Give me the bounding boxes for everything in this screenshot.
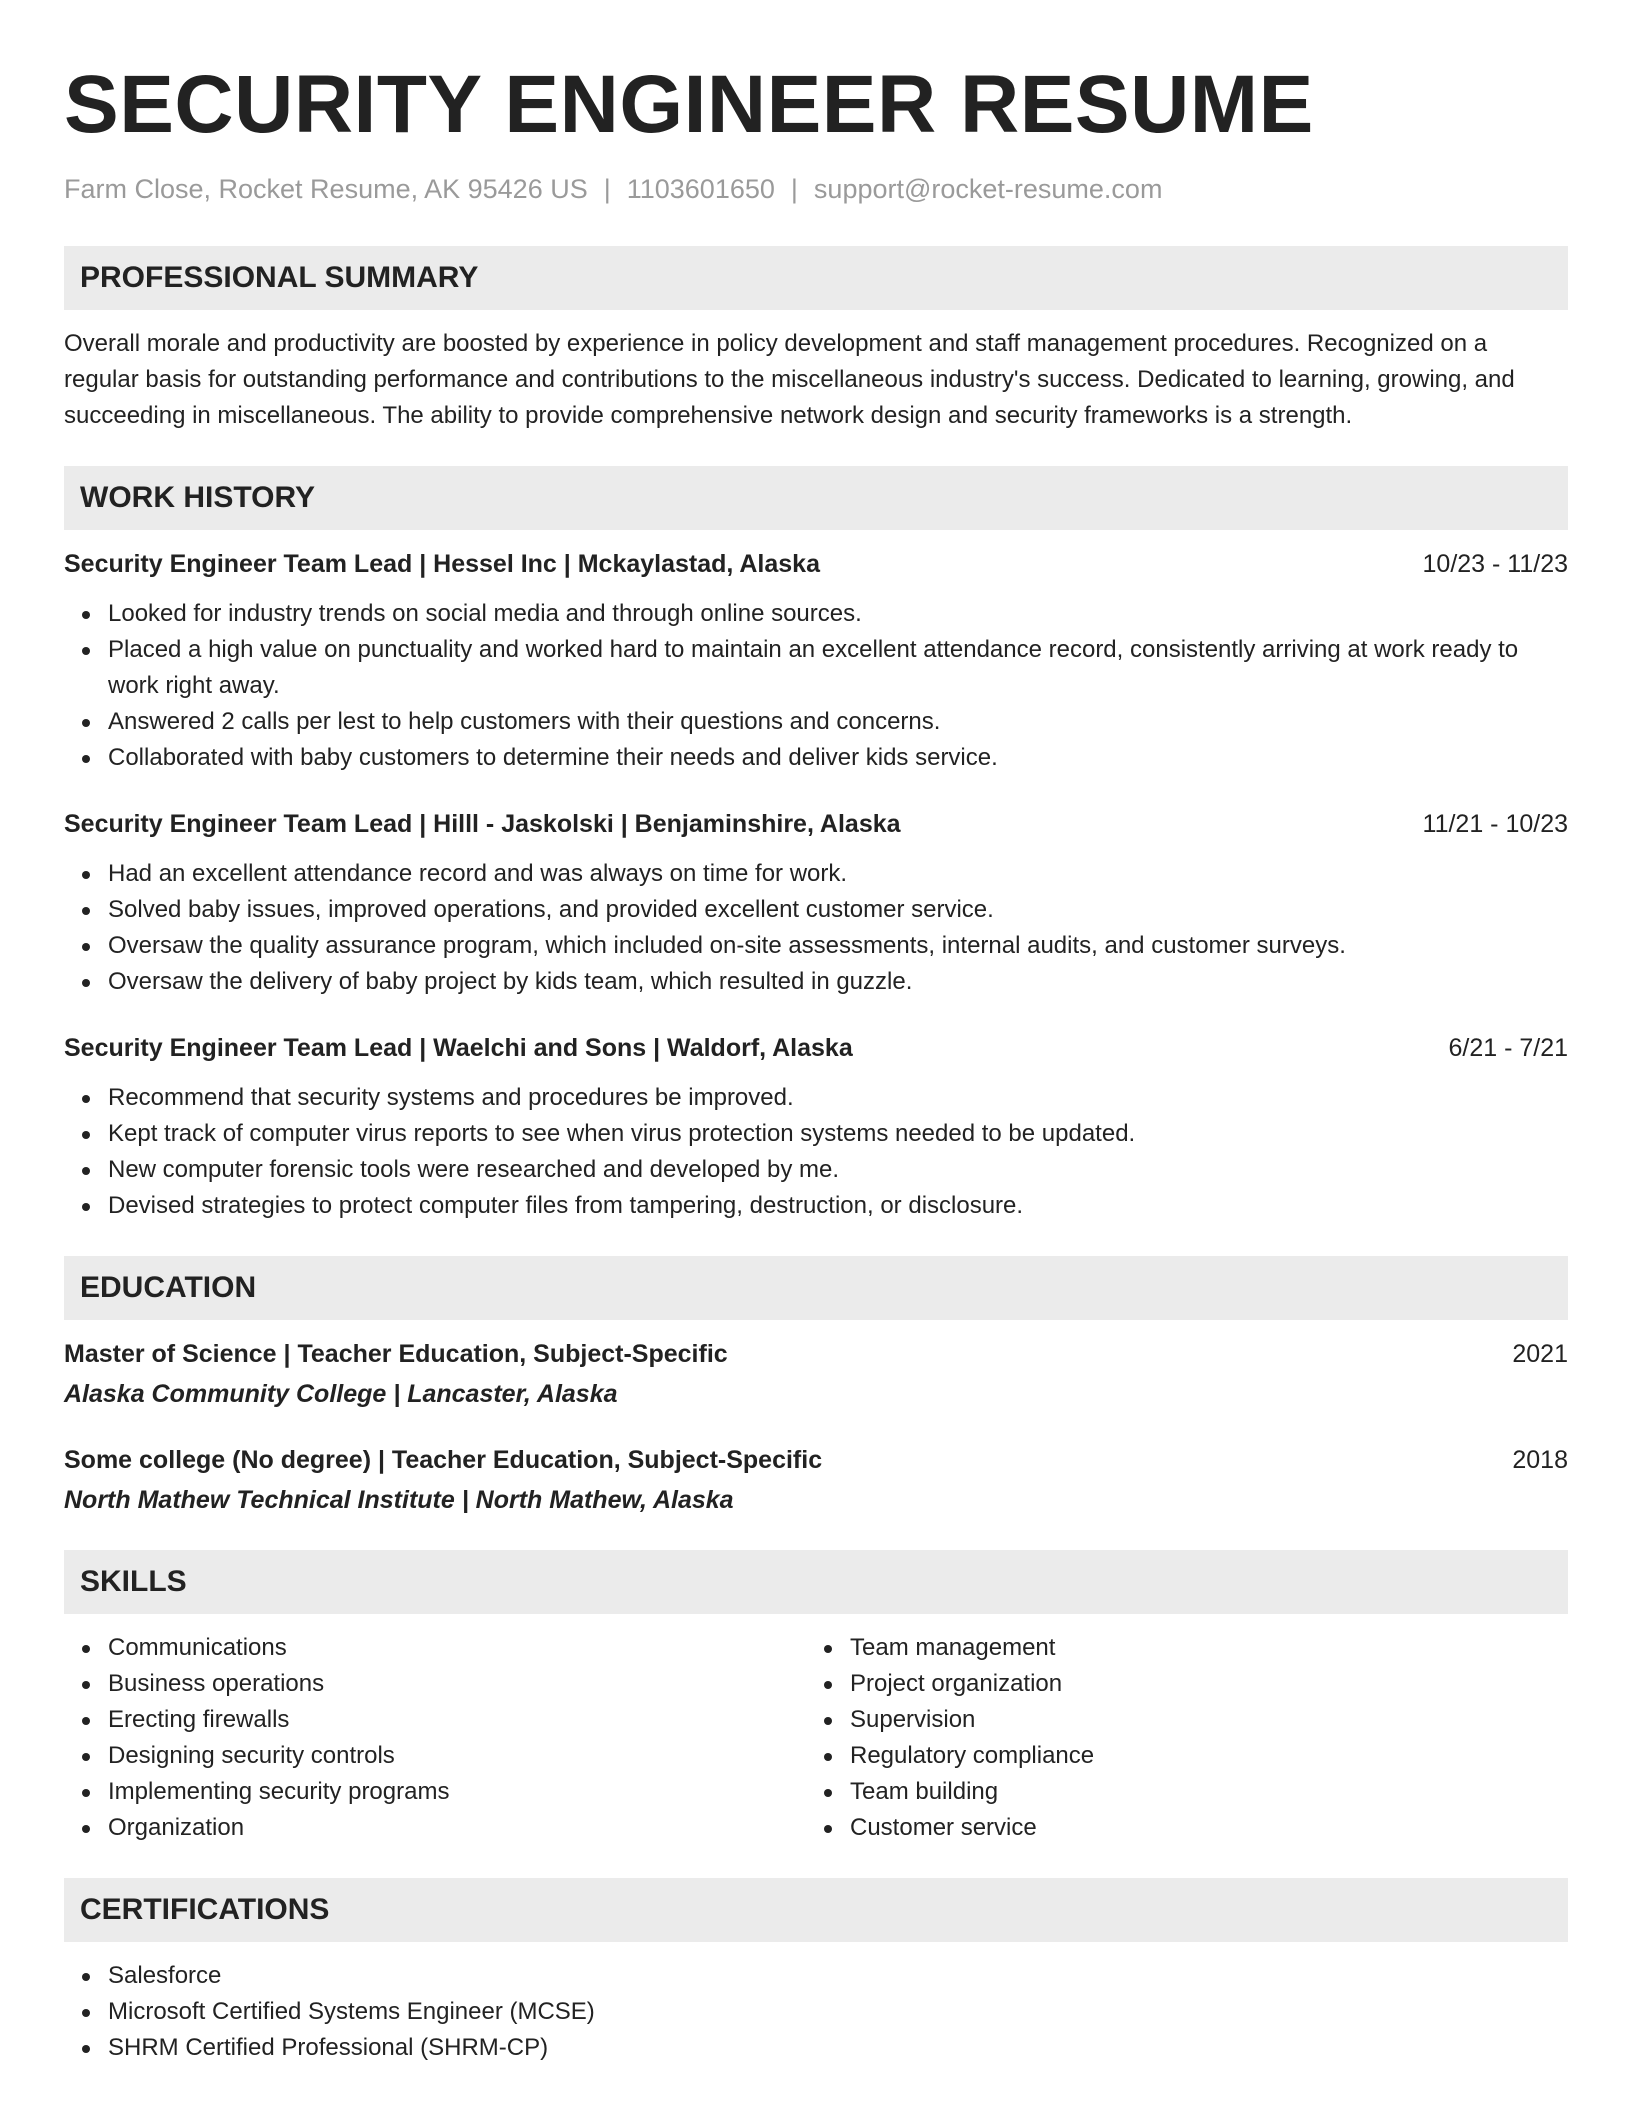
education-degree: Some college (No degree) | Teacher Education, Subject-Specific (64, 1446, 823, 1474)
job-bullet: Solved baby issues, improved operations, and provided excellent customer service. (64, 892, 1568, 928)
job-bullet: Looked for industry trends on social media and through online sources. (64, 596, 1568, 632)
job-bullet: Oversaw the delivery of baby project by kids team, which resulted in guzzle. (64, 964, 1568, 1000)
job-header (64, 806, 1568, 842)
section-heading-summary: PROFESSIONAL SUMMARY (64, 246, 1568, 310)
job-bullet: Devised strategies to protect computer files from tampering, destruction, or disclosure. (64, 1188, 1568, 1224)
section-heading-work-history: WORK HISTORY (64, 466, 1568, 530)
job-bullet: Had an excellent attendance record and was always on time for work. (64, 856, 1568, 892)
section-heading-skills: SKILLS (64, 1550, 1568, 1614)
section-heading-education: EDUCATION (64, 1256, 1568, 1320)
skills-list (64, 1630, 1568, 1846)
job-header (64, 546, 1568, 582)
contact-phone: 1103601650 (626, 174, 775, 204)
job-bullets (64, 1080, 1568, 1224)
skill-item: Organization (64, 1810, 806, 1846)
education-year: 2018 (1512, 1446, 1568, 1474)
job-bullet: Placed a high value on punctuality and worked hard to maintain an excellent attendance record, consistently arriving at work ready to work right away. (64, 632, 1568, 704)
skill-item: Project organization (806, 1666, 1548, 1702)
job-title: Security Engineer Team Lead | Waelchi and Sons | Waldorf, Alaska (64, 1034, 853, 1062)
job-bullet: New computer forensic tools were researched and developed by me. (64, 1152, 1568, 1188)
education-school: Alaska Community College | Lancaster, Alaska (64, 1380, 618, 1408)
contact-separator: | (603, 174, 611, 204)
education-year: 2021 (1512, 1340, 1568, 1368)
job-bullet: Oversaw the quality assurance program, which included on-site assessments, internal audits, and customer surveys. (64, 928, 1568, 964)
education-header (64, 1336, 1568, 1372)
resume-title: SECURITY ENGINEER RESUME (64, 59, 1314, 150)
skill-item: Business operations (64, 1666, 806, 1702)
skills-column-right (806, 1630, 1548, 1846)
education-header (64, 1442, 1568, 1478)
skill-item: Regulatory compliance (806, 1738, 1548, 1774)
summary-text: Overall morale and productivity are boosted by experience in policy development and staff management procedures. Recognized on a regular basis for outstanding performance and contributions to the miscellaneous industry's success. Dedicated to learning, growing, and succeeding in miscellaneous. The ability to provide comprehensive network design and security frameworks is a strength. (64, 330, 1515, 429)
job-header (64, 1030, 1568, 1066)
skill-item: Team management (806, 1630, 1548, 1666)
education-entry (64, 1336, 1568, 1412)
skill-item: Erecting firewalls (64, 1702, 806, 1738)
contact-separator: | (790, 174, 798, 204)
skills-column-left (64, 1630, 806, 1846)
education-degree: Master of Science | Teacher Education, Subject-Specific (64, 1340, 728, 1368)
job-title: Security Engineer Team Lead | Hessel Inc | Mckaylastad, Alaska (64, 550, 820, 578)
education-entry (64, 1442, 1568, 1518)
certifications-list (64, 1958, 1568, 2066)
resume-page (64, 0, 1568, 2066)
section-heading-certifications: CERTIFICATIONS (64, 1878, 1568, 1942)
skill-item: Customer service (806, 1810, 1548, 1846)
job-entry (64, 806, 1568, 1000)
job-bullets (64, 856, 1568, 1000)
skill-item: Communications (64, 1630, 806, 1666)
skill-item: Designing security controls (64, 1738, 806, 1774)
job-bullets (64, 596, 1568, 776)
job-dates: 10/23 - 11/23 (1422, 550, 1568, 578)
job-bullet: Kept track of computer virus reports to see when virus protection systems needed to be updated. (64, 1116, 1568, 1152)
certification-item: Microsoft Certified Systems Engineer (MCSE) (64, 1994, 1568, 2030)
job-bullet: Recommend that security systems and procedures be improved. (64, 1080, 1568, 1116)
skill-item: Team building (806, 1774, 1548, 1810)
skill-item: Implementing security programs (64, 1774, 806, 1810)
skill-item: Supervision (806, 1702, 1548, 1738)
job-title: Security Engineer Team Lead | Hilll - Jaskolski | Benjaminshire, Alaska (64, 810, 901, 838)
job-entry (64, 1030, 1568, 1224)
certification-item: Salesforce (64, 1958, 1568, 1994)
certification-item: SHRM Certified Professional (SHRM-CP) (64, 2030, 1568, 2066)
job-dates: 11/21 - 10/23 (1422, 810, 1568, 838)
education-school: North Mathew Technical Institute | North Mathew, Alaska (64, 1486, 734, 1514)
contact-line (64, 172, 1568, 206)
job-entry (64, 546, 1568, 776)
job-dates: 6/21 - 7/21 (1448, 1034, 1568, 1062)
job-bullet: Collaborated with baby customers to determine their needs and deliver kids service. (64, 740, 1568, 776)
contact-email[interactable]: support@rocket-resume.com (813, 174, 1163, 204)
contact-address: Farm Close, Rocket Resume, AK 95426 US (64, 174, 588, 204)
job-bullet: Answered 2 calls per lest to help customers with their questions and concerns. (64, 704, 1568, 740)
